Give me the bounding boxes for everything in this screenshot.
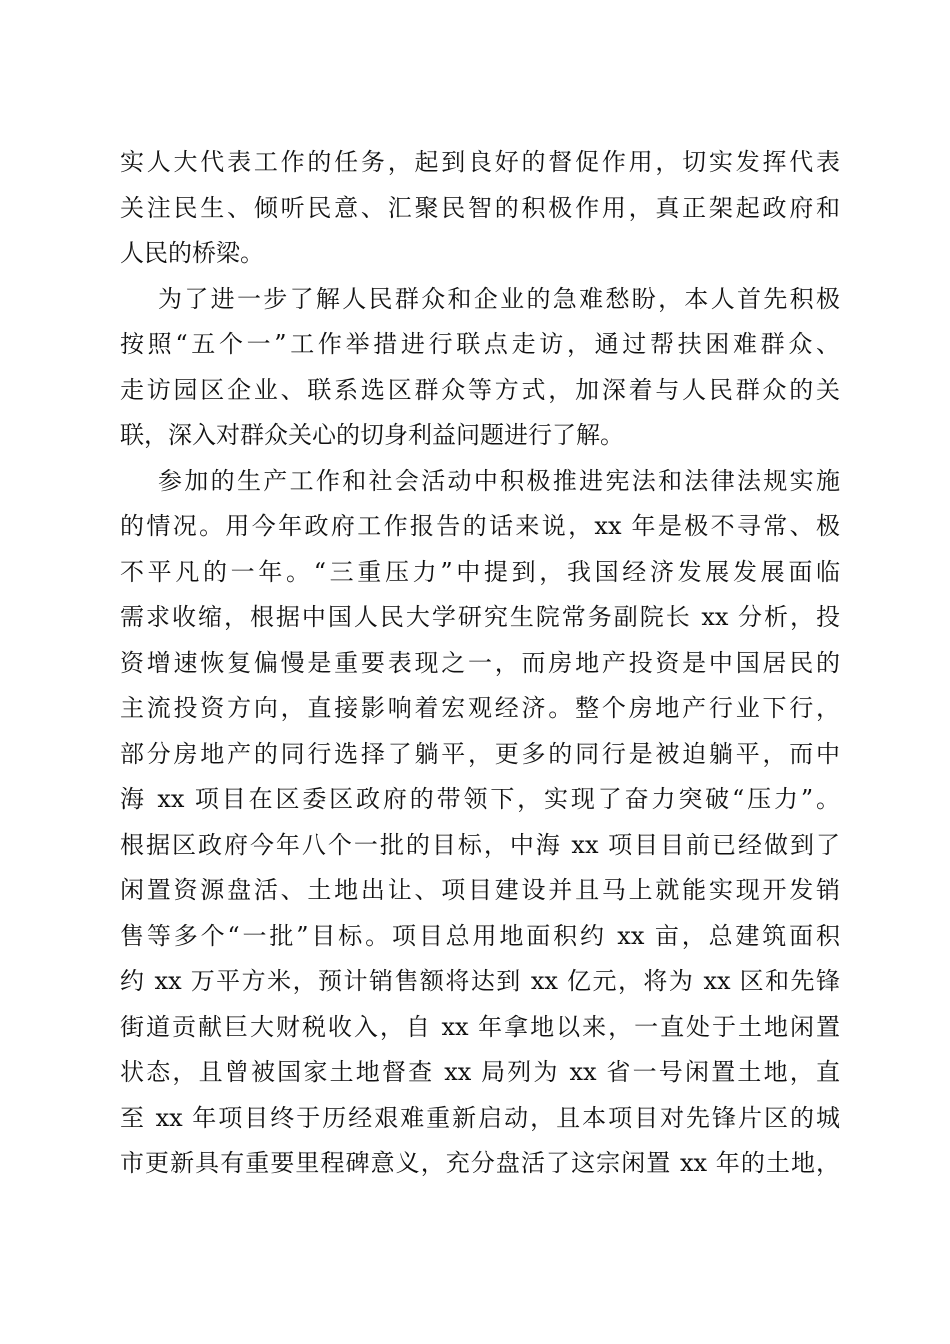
text-line: 根据区政府今年八个一批的目标，中海 xx 项目目前已经做到了 (120, 830, 840, 859)
text-line: 约 xx 万平方米，预计销售额将达到 xx 亿元，将为 xx 区和先锋 (120, 967, 840, 995)
text-line: 至 xx 年项目终于历经艰难重新启动，且本项目对先锋片区的城 (120, 1103, 840, 1132)
text-line: 闲置资源盘活、土地出让、项目建设并且马上就能实现开发销 (120, 876, 840, 904)
body-text (120, 140, 840, 1187)
text-line: 不平凡的一年。“三重压力”中提到，我国经济发展发展面临 (120, 557, 840, 586)
paragraph-1 (120, 140, 840, 277)
text-line: 主流投资方向，直接影响着宏观经济。整个房地产行业下行， (120, 694, 840, 722)
text-line: 部分房地产的同行选择了躺平，更多的同行是被迫躺平，而中 (120, 739, 840, 768)
text-line: 需求收缩，根据中国人民大学研究生院常务副院长 xx 分析，投 (120, 603, 840, 631)
text-line: 走访园区企业、联系选区群众等方式，加深着与人民群众的关 (120, 375, 840, 404)
text-line: 状态，且曾被国家土地督查 xx 局列为 xx 省一号闲置土地，直 (120, 1058, 840, 1086)
text-line: 市更新具有重要里程碑意义，充分盘活了这宗闲置 xx 年的土地， (120, 1149, 840, 1177)
text-line: 为了进一步了解人民群众和企业的急难愁盼，本人首先积极 (158, 284, 840, 313)
text-line: 海 xx 项目在区委区政府的带领下，实现了奋力突破“压力”。 (120, 785, 840, 813)
text-line: 参加的生产工作和社会活动中积极推进宪法和法律法规实施 (158, 466, 840, 495)
text-line: 售等多个“一批”目标。项目总用地面积约 xx 亩，总建筑面积 (120, 921, 840, 950)
text-line: 人民的桥梁。 (120, 239, 264, 267)
paragraph-3 (120, 459, 840, 1187)
text-line: 的情况。用今年政府工作报告的话来说，xx 年是极不寻常、极 (120, 512, 840, 540)
text-line: 资增速恢复偏慢是重要表现之一，而房地产投资是中国居民的 (120, 648, 840, 677)
text-line: 联，深入对群众关心的切身利益问题进行了解。 (120, 421, 624, 449)
text-line: 街道贡献巨大财税收入，自 xx 年拿地以来，一直处于土地闲置 (120, 1012, 840, 1041)
text-line: 实人大代表工作的任务，起到良好的督促作用，切实发挥代表 (120, 148, 840, 176)
text-line: 按照“五个一”工作举措进行联点走访，通过帮扶困难群众、 (120, 330, 840, 358)
text-line: 关注民生、倾听民意、汇聚民智的积极作用，真正架起政府和 (120, 193, 840, 222)
paragraph-2 (120, 277, 840, 459)
